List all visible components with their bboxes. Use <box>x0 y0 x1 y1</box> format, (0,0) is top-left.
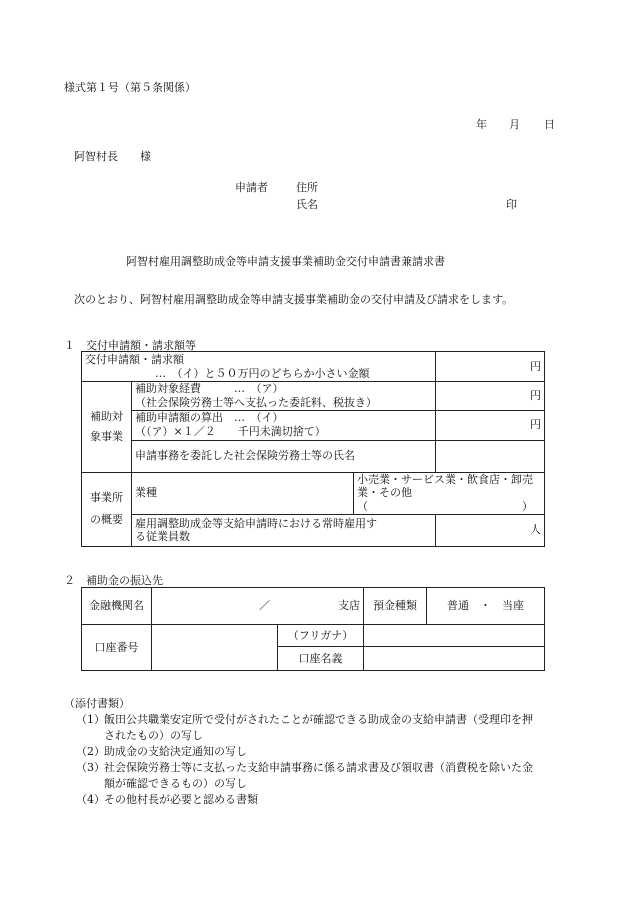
document-title: 阿智村雇用調整助成金等申請支援事業補助金交付申請書兼請求書 <box>126 255 445 268</box>
attachments-heading: （添付書類） <box>64 697 130 710</box>
industry-paren-open: （ <box>357 500 368 513</box>
intro-text: 次のとおり、阿智村雇用調整助成金等申請支援事業補助金の交付申請及び請求をします。 <box>74 293 514 306</box>
list-item-continuation: 額が確認できるもの）の写し <box>104 777 247 790</box>
eligible-expense-label: 補助対象経費 … （ア） <box>135 382 284 395</box>
industry-label-cell <box>132 472 354 514</box>
list-item-continuation: されたもの）の写し <box>104 729 203 742</box>
section2-heading: ２ 補助金の振込先 <box>64 574 163 587</box>
eligible-expense-note: （社会保険労務士等へ支払った委託料、税抜き） <box>135 395 377 409</box>
subsidy-calc-cell <box>132 410 436 440</box>
total-amount-note: … （イ）と５０万円のどちらか小さい金額 <box>155 366 370 380</box>
subsidy-group-line1: 補助対 <box>90 410 123 423</box>
table-row <box>82 588 545 625</box>
attachment-text: 飯田公共職業安定所で受付がされたことが確認できる助成金の支給申請書（受理印を押 <box>104 713 533 726</box>
industry-other-field <box>357 500 541 514</box>
eligible-expense-yen: 円 <box>436 382 545 411</box>
industry-paren-close: ） <box>522 500 533 513</box>
attachments-list <box>64 696 533 808</box>
total-amount-cell <box>82 352 436 382</box>
list-item <box>64 760 533 776</box>
table-row <box>82 410 545 440</box>
attachment-num: （1） <box>76 713 105 726</box>
total-amount-label: 交付申請額・請求額 <box>85 352 184 366</box>
table-row <box>82 382 545 411</box>
employees-unit: 人 <box>436 514 545 546</box>
account-number-label: 口座番号 <box>82 625 152 671</box>
table-row <box>82 625 545 647</box>
attachment-num: （4） <box>76 793 105 806</box>
attachment-num: （3） <box>76 761 105 774</box>
table-row <box>82 440 545 472</box>
name-label: 氏名 <box>296 198 318 211</box>
employees-label-cell <box>132 514 436 546</box>
deposit-type-options: 普通 ・ 当座 <box>427 588 545 625</box>
subsidy-target-group <box>82 382 132 473</box>
date-month-label: 月 <box>509 118 520 131</box>
account-name-value <box>364 647 545 671</box>
attachment-text: 社会保険労務士等に支払った支給申請事務に係る請求書及び領収書（消費税を除いた金 <box>104 761 533 774</box>
list-item <box>64 744 533 760</box>
attachment-num: （2） <box>76 745 105 758</box>
business-group-line2: の概要 <box>90 513 123 527</box>
attachment-text: その他村長が必要と認める書類 <box>104 793 258 806</box>
date-day-label: 日 <box>544 118 555 131</box>
form-number: 様式第１号（第５条関係） <box>64 81 196 94</box>
application-amount-table <box>81 351 545 547</box>
deposit-type-label: 預金種類 <box>364 588 427 625</box>
seal-mark: 印 <box>506 198 517 211</box>
account-number-value <box>152 625 278 671</box>
address-label: 住所 <box>296 181 318 194</box>
table-row <box>82 514 545 546</box>
subsidy-calc-note: （（ア）×１／２ 千円未満切捨て） <box>135 425 326 438</box>
subsidy-calc-label: 補助申請額の算出 … （イ） <box>135 411 284 425</box>
furigana-label: （フリガナ） <box>278 625 364 647</box>
account-name-label: 口座名義 <box>278 647 364 671</box>
subsidy-group-line2: 象事業 <box>90 429 123 443</box>
applicant-label: 申請者 <box>235 181 268 194</box>
consultant-name-value <box>436 440 545 472</box>
bank-name-value <box>152 588 364 625</box>
list-item <box>64 712 533 728</box>
eligible-expense-cell <box>132 382 436 411</box>
branch-label: 支店 <box>338 599 360 613</box>
section1-heading: １ 交付申請額・請求額等 <box>64 339 196 352</box>
bank-transfer-table <box>81 587 545 671</box>
furigana-value <box>364 625 545 647</box>
industry-label: 業種 <box>135 486 157 500</box>
business-overview-group <box>82 472 132 546</box>
date-year-label: 年 <box>476 118 487 131</box>
bank-name-label: 金融機関名 <box>82 588 152 625</box>
industry-options: 小売業・サービス業・飲食店・卸売業・その他 <box>357 472 533 500</box>
table-row <box>82 472 545 514</box>
consultant-name-label: 申請事務を委託した社会保険労務士等の氏名 <box>132 440 436 472</box>
list-item <box>64 792 533 808</box>
subsidy-calc-yen: 円 <box>436 410 545 440</box>
industry-options-cell <box>354 472 545 514</box>
total-amount-yen: 円 <box>436 352 545 382</box>
employees-label-line1: 雇用調整助成金等支給申請時における常時雇用す <box>135 516 377 530</box>
table-row <box>82 352 545 382</box>
employees-label-line2: る従業員数 <box>135 530 190 544</box>
addressee: 阿智村長 様 <box>74 150 151 163</box>
bank-slash: ／ <box>259 599 270 613</box>
attachment-text: 助成金の支給決定通知の写し <box>104 745 247 758</box>
business-group-line1: 事業所 <box>90 491 123 505</box>
